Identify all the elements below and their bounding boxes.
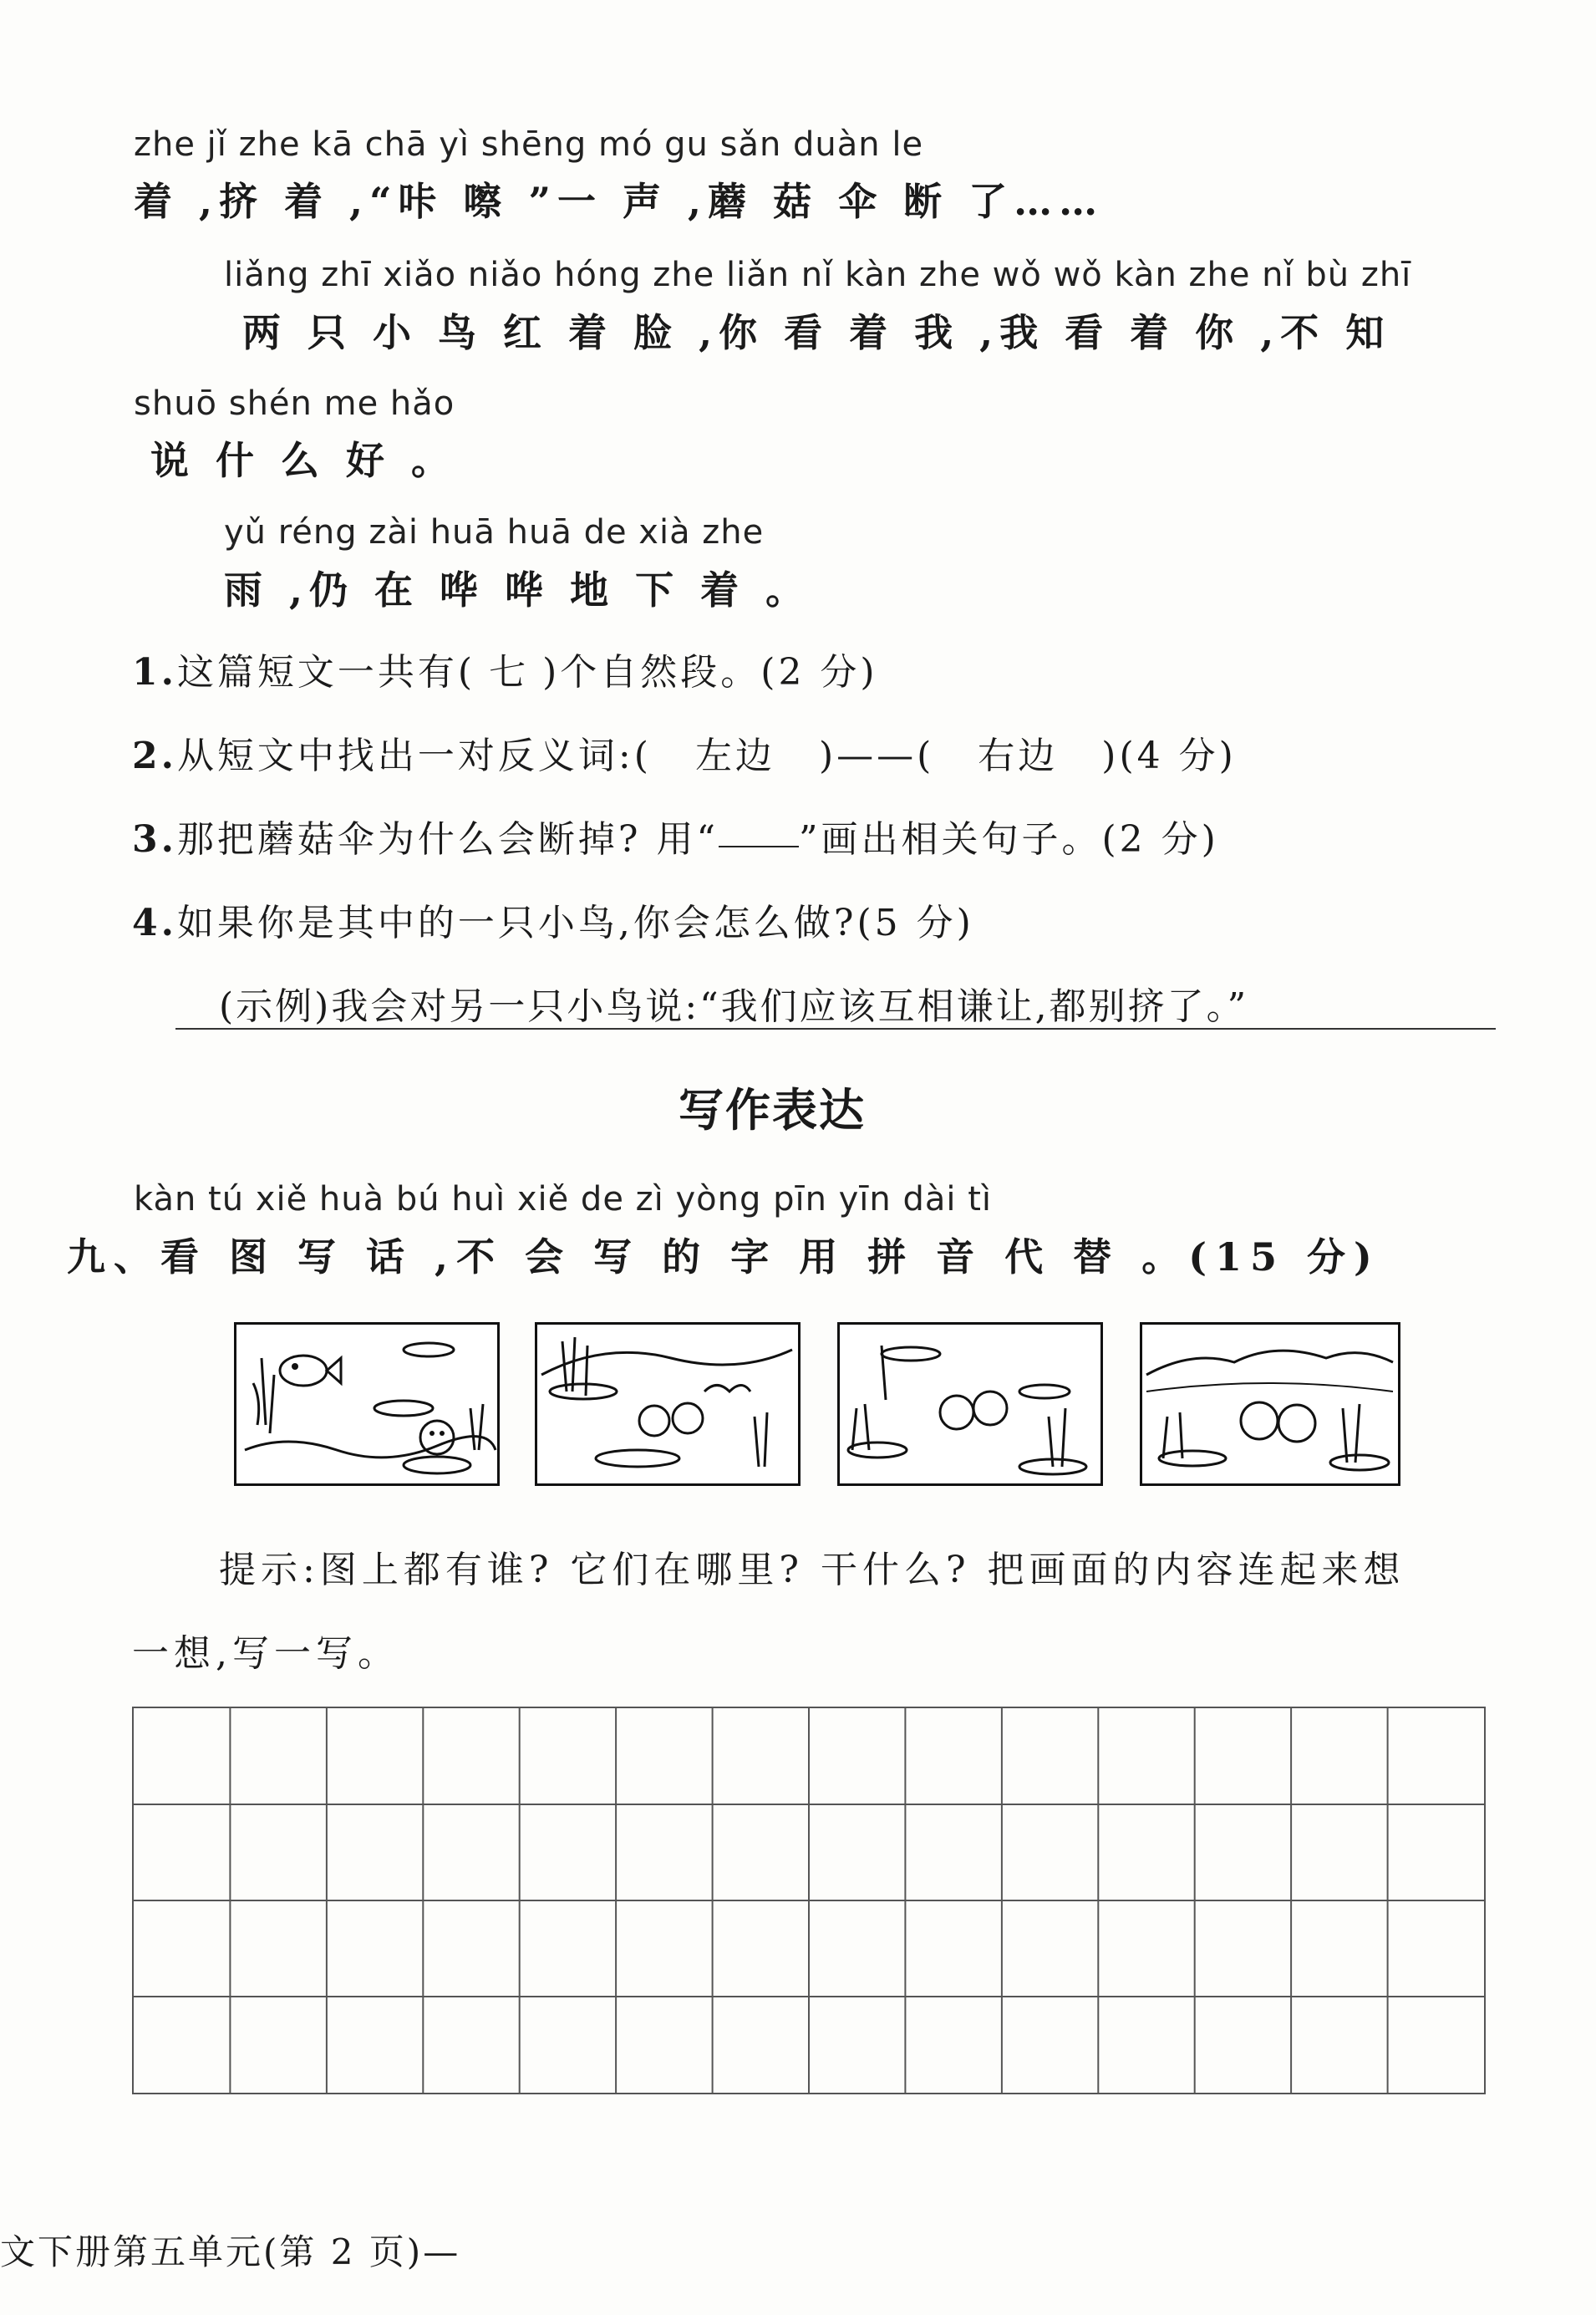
writing-grid[interactable]: [132, 1707, 1486, 2094]
underline-symbol: [719, 837, 799, 847]
birds-hugging-icon: [1142, 1325, 1398, 1483]
question-text: 如果你是其中的一只小鸟,你会怎么做?(5 分): [176, 902, 974, 944]
question-text: 从短文中找出一对反义词:(: [176, 735, 652, 777]
passage-pinyin-4: yǔ réng zài huā huā de xià zhe: [224, 513, 765, 552]
picture-2: [535, 1322, 801, 1486]
question-text: 这篇短文一共有(: [176, 651, 476, 694]
hint-line-1: 提示:图上都有谁? 它们在哪里? 干什么? 把画面的内容连起来想: [219, 1549, 1405, 1591]
passage-line-3: 说 什 么 好 。: [150, 438, 457, 483]
picture-4: [1140, 1322, 1400, 1486]
birds-mushroom-icon: [537, 1325, 798, 1483]
answer-field[interactable]: 左边: [694, 735, 775, 777]
page-footer: 文下册第五单元(第 2 页)—: [0, 2231, 461, 2272]
question-2: [132, 725, 1237, 779]
question-text: )个自然段。(2 分): [542, 651, 878, 694]
task-pinyin: kàn tú xiě huà bú huì xiě de zì yòng pīn yīn dài tì: [134, 1180, 993, 1219]
passage-line-4: 雨 ,仍 在 哗 哗 地 下 着 。: [224, 567, 811, 613]
passage-line-2: 两 只 小 鸟 红 着 脸 ,你 看 着 我 ,我 看 着 你 ,不 知: [242, 310, 1391, 355]
passage-pinyin-3: shuō shén me hǎo: [134, 384, 455, 423]
question-number: 1.: [132, 651, 177, 694]
task-heading: 九、看 图 写 话 ,不 会 写 的 字 用 拼 音 代 替 。(15 分): [67, 1234, 1380, 1280]
passage-line-1: 着 ,挤 着 ,“咔 嚓 ”一 声 ,蘑 菇 伞 断 了……: [134, 179, 1105, 224]
question-number: 2.: [132, 735, 177, 777]
question-text: ”画出相关句子。(2 分): [799, 818, 1219, 861]
passage-pinyin-1: zhe jǐ zhe kā chā yì shēng mó gu sǎn duàn le: [134, 125, 924, 164]
question-text: )(4 分): [1101, 735, 1237, 777]
question-text: 那把蘑菇伞为什么会断掉? 用“: [176, 818, 719, 861]
answer-field[interactable]: 右边: [978, 735, 1059, 777]
question-3: [132, 809, 1219, 862]
passage-pinyin-2: liǎng zhī xiǎo niǎo hóng zhe liǎn nǐ kàn zhe wǒ wǒ kàn zhe nǐ bù zhī: [224, 256, 1412, 294]
question-1: [132, 642, 878, 695]
answer-line-q4[interactable]: (示例)我会对另一只小鸟说:“我们应该互相谦让,都别挤了。”: [219, 985, 1249, 1028]
question-4: [132, 893, 974, 946]
question-text: )——(: [818, 735, 935, 777]
picture-1: [234, 1322, 500, 1486]
fish-bird-pond-icon: [236, 1325, 497, 1483]
birds-under-leaf-icon: [840, 1325, 1100, 1483]
question-number: 3.: [132, 818, 177, 861]
question-number: 4.: [132, 902, 177, 944]
hint-line-2: 一想,写一写。: [132, 1632, 399, 1675]
writing-grid-lines: [134, 1708, 1484, 2093]
section-title: 写作表达: [679, 1084, 866, 1137]
answer-underline: [175, 1028, 1496, 1030]
answer-field[interactable]: 七: [489, 651, 530, 694]
picture-3: [837, 1322, 1103, 1486]
